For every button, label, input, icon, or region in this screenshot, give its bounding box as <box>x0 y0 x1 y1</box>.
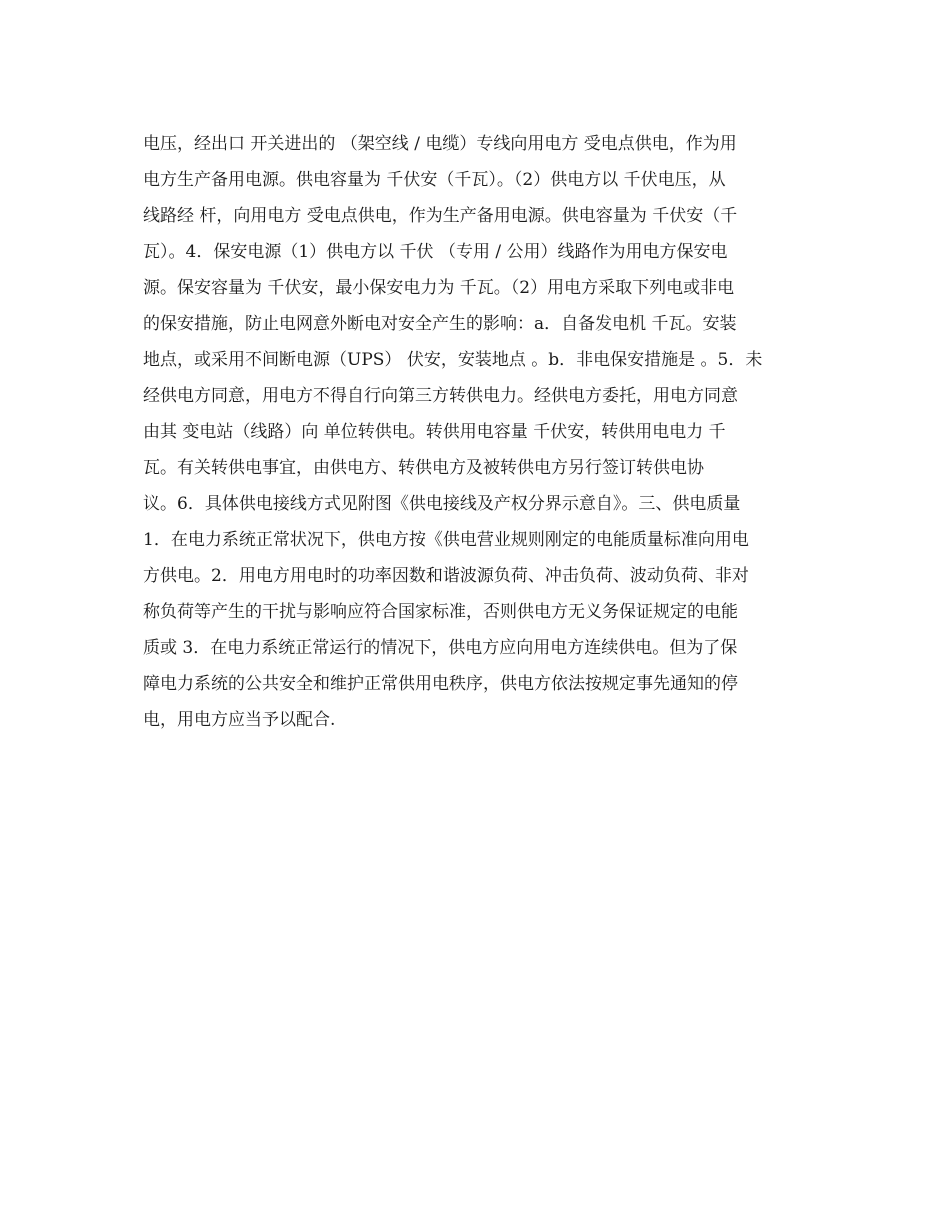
text-line-11: 议。6．具体供电接线方式见附图《供电接线及产权分界示意自》。三、供电质量 <box>143 494 741 514</box>
text-line-6: 的保安措施，防止电网意外断电对安全产生的影响：a．自备发电机 千瓦。安装 <box>143 314 737 334</box>
text-line-9: 由其 变电站（线路）向 单位转供电。转供用电容量 千伏安，转供用电电力 千 <box>143 422 726 442</box>
text-line-5: 源。保安容量为 千伏安，最小保安电力为 千瓦。（2）用电方采取下列电或非电 <box>143 278 735 298</box>
body-text <box>143 126 813 738</box>
text-line-1: 电压，经出口 开关进出的 （架空线 / 电缆）专线向用电方 受电点供电，作为用 <box>143 134 737 154</box>
text-line-17: 电，用电方应当予以配合. <box>143 710 336 730</box>
text-line-2: 电方生产备用电源。供电容量为 千伏安（千瓦）。（2）供电方以 千伏电压，从 <box>143 170 726 190</box>
text-line-10: 瓦。有关转供电事宜，由供电方、转供电方及被转供电方另行签订转供电协 <box>143 458 704 478</box>
text-line-7: 地点，或采用不间断电源（UPS） 伏安，安装地点 。b．非电保安措施是 。5．未 <box>143 350 763 370</box>
text-line-16: 障电力系统的公共安全和维护正常供用电秩序，供电方依法按规定事先通知的停 <box>143 674 738 694</box>
text-line-3: 线路经 杆，向用电方 受电点供电，作为生产备用电源。供电容量为 千伏安（千 <box>143 206 738 226</box>
text-line-15: 质或 3．在电力系统正常运行的情况下，供电方应向用电方连续供电。但为了保 <box>143 638 738 658</box>
text-line-13: 方供电。2．用电方用电时的功率因数和谐波源负荷、冲击负荷、波动负荷、非对 <box>143 566 749 586</box>
text-line-12: 1．在电力系统正常状况下，供电方按《供电营业规则刚定的电能质量标准向用电 <box>143 530 749 550</box>
text-line-4: 瓦）。4．保安电源（1）供电方以 千伏 （专用 / 公用）线路作为用电方保安电 <box>143 242 728 262</box>
text-line-14: 称负荷等产生的干扰与影响应符合国家标准，否则供电方无义务保证规定的电能 <box>143 602 738 622</box>
text-line-8: 经供电方同意，用电方不得自行向第三方转供电力。经供电方委托，用电方同意 <box>143 386 738 406</box>
